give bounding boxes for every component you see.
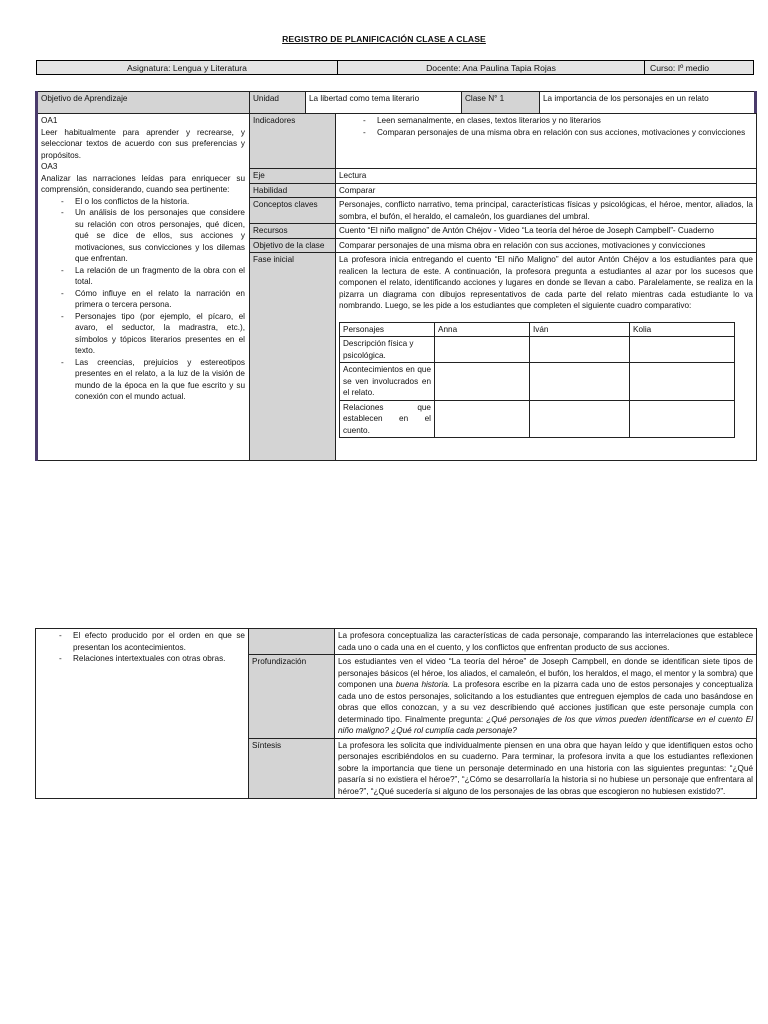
- list-item: - La relación de un fragmento de la obra con el total.: [41, 265, 245, 288]
- fase-inicial-label: Fase inicial: [250, 253, 336, 461]
- unidad-value: La libertad como tema literario: [306, 92, 462, 114]
- unidad-label: Unidad: [250, 92, 306, 114]
- cuadro-comparativo: [339, 322, 735, 439]
- habilidad-value: Comparar: [336, 183, 757, 198]
- header-bar: [36, 60, 754, 75]
- list-item: - Un análisis de los personajes que considere su relación con otros personajes, qué dicen, qué se dice de ellos, sus acciones y motivaciones, sus convicciones y los dilemas que enfrentan.: [41, 207, 245, 265]
- objetivo-clase-value: Comparar personajes de una misma obra en relación con sus acciones, motivaciones y convicciones: [336, 238, 757, 253]
- cuadro-cell: [530, 400, 630, 438]
- document-title: REGISTRO DE PLANIFICACIÓN CLASE A CLASE: [282, 34, 486, 44]
- fase-inicial-text: La profesora inicia entregando el cuento “El niño Maligno” del autor Antón Chéjov a los estudiantes para que realicen la lectura de este. A continuación, la profesora pregunta a estudiantes al azar por los sucesos que componen el relato, identificando acciones y lugares en donde se llevan a cabo. Paralelamente, se realiza en la pizarra un diagrama con dibujos representativos de cada parte del relato mientras cada estudiante lo va nombrando. Luego, se les pide a los estudiantes que completen el siguiente cuadro comparativo:: [339, 255, 753, 310]
- cuadro-row-label: Acontecimientos en que se ven involucrados en el relato.: [340, 363, 435, 401]
- list-item: - Cómo influye en el relato la narración en primera o tercera persona.: [41, 288, 245, 311]
- habilidad-label: Habilidad: [250, 183, 336, 198]
- profundizacion-text-a: Los estudiantes ven el video “La teoría del héroe” de Joseph Campbell, en donde se identifican siete tipos de personajes básicos (el héroe, los aliados, el camaleón, el bufón, los heraldos, el mago, el mentor y la sombra) que componen una: [338, 657, 753, 689]
- profundizacion-label: Profundización: [249, 655, 335, 739]
- planning-table-continued: [35, 628, 757, 799]
- list-item: - El o los conflictos de la historia.: [41, 196, 245, 208]
- cuadro-row-label: Descripción física y psicológica.: [340, 337, 435, 363]
- unit-header-row: [35, 91, 757, 114]
- cuadro-cell: [630, 400, 735, 438]
- objetivo-clase-label: Objetivo de la clase: [250, 238, 336, 253]
- list-item: - Leen semanalmente, en clases, textos literarios y no literarios: [363, 115, 753, 127]
- conceptos-value: Personajes, conflicto narrativo, tema principal, características físicas y psicológicas, el héroe, mentor, aliados, la sombra, el bufón, el heraldo, el camaleón, los guardianes del umbral.: [336, 198, 757, 224]
- list-item: - Relaciones intertextuales con otras obras.: [39, 653, 245, 665]
- eje-label: Eje: [250, 169, 336, 184]
- oa3-criteria-list: [41, 196, 245, 403]
- desarrollo-label: [249, 629, 335, 655]
- recursos-value: Cuento “El niño maligno” de Antón Chéjov - Video “La teoría del héroe de Joseph Campbell”- Cuaderno: [336, 224, 757, 239]
- list-item: - Personajes tipo (por ejemplo, el pícaro, el avaro, el seductor, la madrastra, etc.), símbolos y tópicos literarios presentes en el texto.: [41, 311, 245, 357]
- cuadro-cell: [435, 400, 530, 438]
- cuadro-header: Iván: [530, 322, 630, 337]
- oa1-code: OA1: [41, 116, 58, 125]
- cuadro-header: Kolia: [630, 322, 735, 337]
- profundizacion-text-b: La profesora escribe en la pizarra cada uno de estos personajes y conceptualiza cada uno de estos personajes, solicitando a los estudiantes que entreguen ejemplos de cada uno basándose en obras que ellos conozcan, y a su vez describiendo qué acciones justifican que este personaje cumpla con determinado tipo. Finalmente pregunta:: [338, 680, 753, 724]
- indicadores-label: Indicadores: [250, 114, 336, 169]
- cuadro-header: Anna: [435, 322, 530, 337]
- fase-inicial-value: [336, 253, 757, 461]
- cuadro-cell: [530, 363, 630, 401]
- sintesis-value: La profesora les solicita que individualmente piensen en una obra que hayan leído y que identifiquen estos ocho personajes escribiéndolos en su cuaderno. Para terminar, la profesora invita a que los estudiantes reflexionen sobre la importancia que tiene un personaje determinado en una historia con las siguientes preguntas: “¿Qué pasaría si no existiera el héroe?”, “¿Cómo se desarrollaría la historia si no hubiese un personaje que enfrentara al héroe?”, “¿Qué sucedería si alguno de los personajes de las obras que escogieron no hubiesen existido?”.: [335, 738, 757, 799]
- objectives-cell: [37, 114, 250, 461]
- eje-value: Lectura: [336, 169, 757, 184]
- oa3-text: Analizar las narraciones leídas para enriquecer su comprensión, considerando, cuando sea pertinente:: [41, 173, 245, 194]
- docente-cell: Docente: Ana Paulina Tapia Rojas: [338, 61, 645, 74]
- planning-table: [35, 113, 757, 461]
- cuadro-cell: [630, 337, 735, 363]
- profundizacion-emphasis: buena historia.: [395, 680, 451, 689]
- cuadro-cell: [435, 363, 530, 401]
- conceptos-label: Conceptos claves: [250, 198, 336, 224]
- oa3-criteria-list-continued: [39, 630, 245, 665]
- cuadro-cell: [630, 363, 735, 401]
- cuadro-cell: [435, 337, 530, 363]
- curso-cell: Curso: Iº medio: [650, 62, 710, 73]
- cuadro-header: Personajes: [340, 322, 435, 337]
- list-item: - Comparan personajes de una misma obra en relación con sus acciones, motivaciones y convicciones: [363, 127, 753, 139]
- list-item: - Las creencias, prejuicios y estereotipos presentes en el relato, a la luz de la visión de mundo de la época en la que fue escrito y su conexión con el mundo actual.: [41, 357, 245, 403]
- desarrollo-value: La profesora conceptualiza las características de cada personaje, comparando las interrelaciones que establece cada uno o cada una en el cuento, y los conflictos que enfrentan producto de sus acciones.: [335, 629, 757, 655]
- oa3-code: OA3: [41, 162, 58, 171]
- asignatura-cell: Asignatura: Lengua y Literatura: [37, 61, 338, 74]
- objectives-cell-continued: [36, 629, 249, 799]
- indicadores-value: [336, 114, 757, 169]
- objetivo-aprendizaje-label: Objetivo de Aprendizaje: [37, 92, 250, 114]
- cuadro-cell: [530, 337, 630, 363]
- profundizacion-value: [335, 655, 757, 739]
- indicadores-list: [339, 115, 753, 138]
- profundizacion-question: ¿Qué personajes de los que vimos pueden identificarse en el cuento El niño maligno? ¿Qué rol cumplía cada personaje?: [338, 714, 753, 735]
- clase-value: La importancia de los personajes en un relato: [540, 92, 756, 114]
- list-item: - El efecto producido por el orden en que se presentan los acontecimientos.: [39, 630, 245, 653]
- cuadro-row-label: Relaciones que establecen en el cuento.: [340, 400, 435, 438]
- sintesis-label: Síntesis: [249, 738, 335, 799]
- recursos-label: Recursos: [250, 224, 336, 239]
- oa1-text: Leer habitualmente para aprender y recrearse, y seleccionar textos de acuerdo con sus preferencias y propósitos.: [41, 127, 245, 160]
- clase-label: Clase N° 1: [462, 92, 540, 114]
